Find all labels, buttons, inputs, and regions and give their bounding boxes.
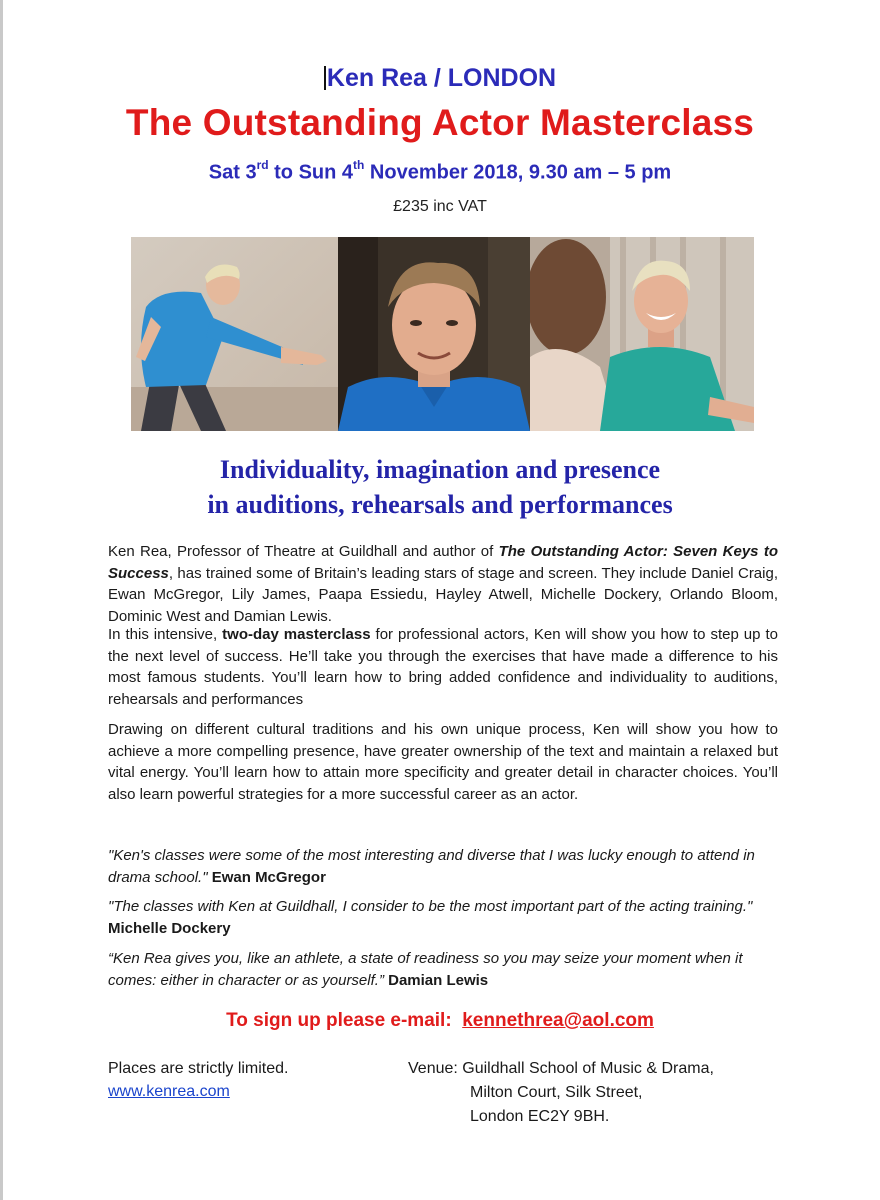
masterclass-text-end: for professional actors, Ken will show you how to step up to the next level of success. He’ll take you through the exercises that have made a difference to his most famous students. You’ll learn how to bring added confidence and individuality to auditions, rehearsals and performances [108, 626, 778, 708]
intro-text-start: Ken Rea, Professor of Theatre at Guildhall and author of [108, 543, 499, 560]
intro-text-end: , has trained some of Britain’s leading stars of stage and screen. They include Daniel Craig, Ewan McGregor, Lily James, Paapa Essiedu, Hayley Atwell, Michelle Dockery, Orlando Bloom, Dominic West and Damian Lewis. [108, 564, 778, 625]
masterclass-paragraph [108, 624, 778, 710]
book-title: The Outstanding Actor: Seven Keys to Success [108, 543, 778, 582]
tagline-line-2: in auditions, rehearsals and performances [207, 490, 673, 519]
photo-strip [131, 237, 754, 431]
photo-portrait [338, 237, 530, 431]
organiser-text: Ken Rea / LONDON [326, 64, 557, 92]
dates-start-suffix: rd [256, 158, 269, 172]
testimonial [108, 896, 778, 939]
signup-label: To sign up please e-mail: [226, 1010, 463, 1031]
places-notice: Places are strictly limited. [108, 1060, 289, 1077]
signup-line [0, 1010, 880, 1032]
testimonial-text: “Ken Rea gives you, like an athlete, a state of readiness so you may seize your moment when it comes: either in character or as yourself.” [108, 950, 743, 989]
venue-line-2: Milton Court, Silk Street, [470, 1084, 643, 1101]
venue-line-3: London EC2Y 9BH. [470, 1108, 610, 1125]
testimonial [108, 948, 778, 991]
photo-laughing [530, 237, 754, 431]
venue-block [408, 1057, 714, 1129]
testimonial-author: Damian Lewis [388, 971, 489, 989]
tagline-line-1: Individuality, imagination and presence [219, 455, 661, 484]
masterclass-text-start: In this intensive, [108, 626, 223, 643]
tagline [0, 452, 880, 522]
venue-line-1: Venue: Guildhall School of Music & Drama, [408, 1060, 714, 1077]
signup-email-link[interactable]: kennethrea@aol.com [462, 1010, 654, 1031]
dates-time: November 2018, 9.30 am – 5 pm [364, 161, 672, 184]
event-dates [0, 160, 880, 185]
organiser-heading [0, 64, 880, 93]
places-block [108, 1057, 289, 1103]
price: £235 inc VAT [393, 198, 487, 215]
masterclass-highlight: two-day masterclass [222, 626, 371, 643]
process-paragraph: Drawing on different cultural traditions and his own unique process, Ken will show you how to achieve a more compelling presence, have greater ownership of the text and maintain a relaxed but vital energy. You’ll learn how to attain more specificity and greater detail in character choices. You’ll also learn powerful strategies for a more successful career as an actor. [108, 721, 778, 803]
dates-end: to Sun 4 [268, 161, 354, 184]
text-cursor [324, 66, 326, 90]
testimonial [108, 845, 778, 888]
dates-end-suffix: th [353, 158, 365, 172]
testimonial-text: "Ken's classes were some of the most interesting and diverse that I was lucky enough to attend in drama school." [108, 847, 755, 886]
testimonial-author: Michelle Dockery [108, 919, 231, 937]
testimonial-author: Ewan McGregor [211, 868, 326, 886]
intro-paragraph [108, 541, 778, 627]
photo-pointing [131, 237, 338, 431]
page-title: The Outstanding Actor Masterclass [125, 102, 755, 143]
website-link[interactable]: www.kenrea.com [108, 1083, 230, 1100]
testimonial-text: "The classes with Ken at Guildhall, I consider to be the most important part of the acting training." [108, 898, 753, 915]
dates-start: Sat 3 [208, 161, 257, 184]
